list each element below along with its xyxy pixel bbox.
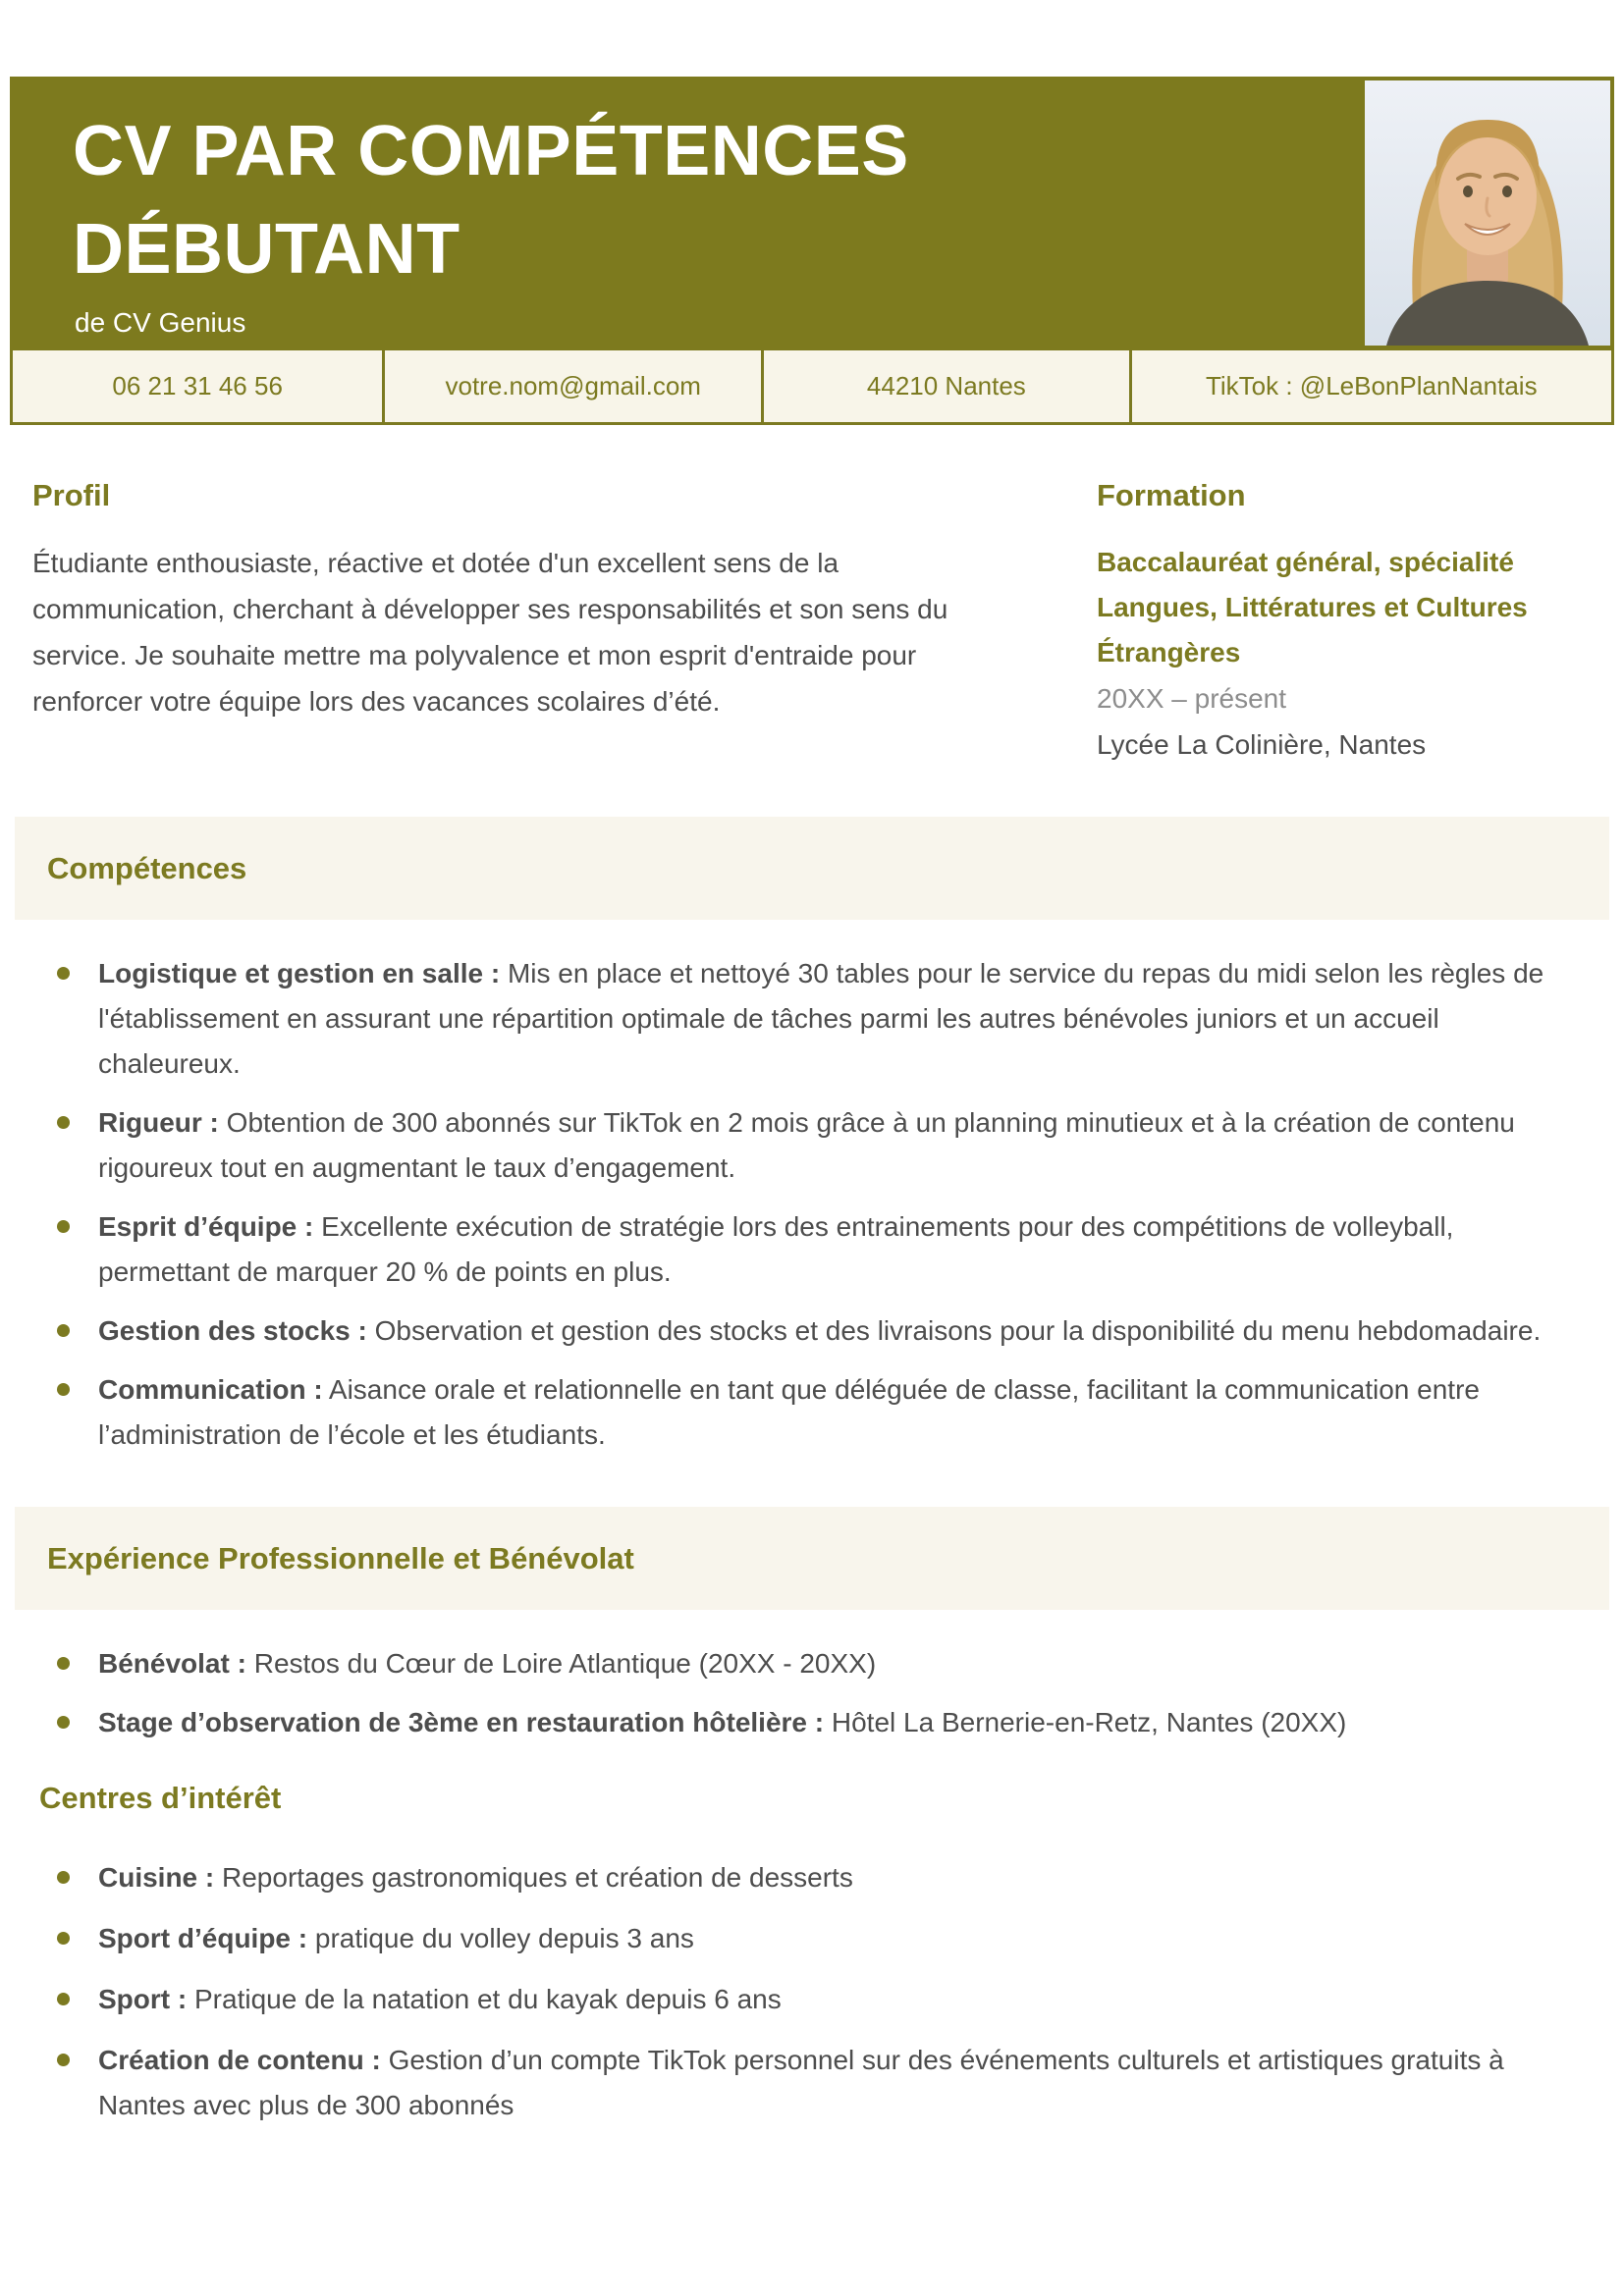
bullet-label: Bénévolat : (98, 1648, 246, 1679)
bullet-text: Excellente exécution de stratégie lors des entrainements pour des compétitions de volleyball, permettant de marquer 20 % de points en plus. (98, 1211, 1454, 1287)
bullet-label: Cuisine : (98, 1862, 215, 1893)
bullet-label: Logistique et gestion en salle : (98, 958, 501, 988)
list-item (10, 1100, 1571, 1191)
competences-heading-band: Compétences (15, 817, 1609, 920)
profile-formation-row (10, 425, 1614, 768)
bullet-text: pratique du volley depuis 3 ans (314, 1923, 694, 1953)
formation-heading: Formation (1097, 478, 1246, 512)
bullet-text: Reportages gastronomiques et création de desserts (222, 1862, 853, 1893)
section-profil (32, 478, 1071, 768)
interests-list (10, 1855, 1614, 2128)
section-formation (1071, 478, 1592, 768)
profile-photo (1365, 80, 1610, 346)
experience-heading-band: Expérience Professionnelle et Bénévolat (15, 1507, 1609, 1610)
bullet-label: Sport d’équipe : (98, 1923, 308, 1953)
bullet-text: Hôtel La Bernerie-en-Retz, Nantes (20XX) (831, 1707, 1347, 1737)
header-banner (10, 77, 1614, 350)
bullet-label: Gestion des stocks : (98, 1315, 367, 1346)
list-item (10, 1977, 1571, 2022)
bullet-label: Sport : (98, 1984, 188, 2014)
bullet-label: Esprit d’équipe : (98, 1211, 314, 1242)
list-item (10, 1308, 1571, 1354)
contact-bar (10, 350, 1614, 425)
bullet-label: Communication : (98, 1374, 323, 1405)
competences-list (10, 951, 1614, 1458)
bullet-text: Observation et gestion des stocks et des livraisons pour la disponibilité du menu hebdomadaire. (374, 1315, 1542, 1346)
bullet-text: Obtention de 300 abonnés sur TikTok en 2 mois grâce à un planning minutieux et à la création de contenu rigoureux tout en augmentant le taux d’engagement. (98, 1107, 1515, 1183)
bullet-text: Gestion d’un compte TikTok personnel sur des événements culturels et artistiques gratuits à Nantes avec plus de 300 abonnés (98, 2045, 1504, 2120)
bullet-label: Rigueur : (98, 1107, 219, 1138)
contact-tiktok: TikTok : @LeBonPlanNantais (1205, 371, 1538, 400)
contact-phone: 06 21 31 46 56 (13, 350, 385, 422)
page-title: CV PAR COMPÉTENCES DÉBUTANT (73, 112, 909, 289)
profile-photo-illustration (1365, 80, 1610, 346)
list-item (10, 1641, 1571, 1686)
profil-text: Étudiante enthousiaste, réactive et dotée d'un excellent sens de la communication, cherchant à développer ses responsabilités et son sens du service. Je souhaite mettre ma polyvalence et mon esprit d'entraide pour renforcer votre équipe lors des vacances scolaires d’été. (32, 548, 948, 717)
experience-list (10, 1641, 1614, 1745)
bullet-text: Pratique de la natation et du kayak depuis 6 ans (194, 1984, 782, 2014)
brand-subtitle: de CV Genius (75, 307, 246, 338)
formation-degree: Baccalauréat général, spécialité Langues, Littératures et Cultures Étrangères (1097, 547, 1528, 667)
formation-school: Lycée La Colinière, Nantes (1097, 729, 1427, 760)
interests-heading: Centres d’intérêt (39, 1781, 282, 1815)
list-item (10, 1204, 1571, 1295)
list-item (10, 2038, 1571, 2128)
contact-email: votre.nom@gmail.com (385, 350, 764, 422)
contact-location: 44210 Nantes (764, 350, 1131, 422)
formation-dates: 20XX – présent (1097, 683, 1287, 714)
bullet-text: Restos du Cœur de Loire Atlantique (20XX - 20XX) (253, 1648, 877, 1679)
profil-heading: Profil (32, 478, 111, 512)
bullet-label: Stage d’observation de 3ème en restauration hôtelière : (98, 1707, 825, 1737)
bullet-text: Mis en place et nettoyé 30 tables pour le service du repas du midi selon les règles de l'établissement en assurant une répartition optimale de tâches parmi les autres bénévoles juniors et un accueil chaleureux. (98, 958, 1544, 1079)
list-item (10, 1367, 1571, 1458)
list-item (10, 1855, 1571, 1900)
list-item (10, 1700, 1571, 1745)
bullet-text: Aisance orale et relationnelle en tant que déléguée de classe, facilitant la communication entre l’administration de l’école et les étudiants. (98, 1374, 1480, 1450)
bullet-label: Création de contenu : (98, 2045, 381, 2075)
list-item (10, 951, 1571, 1087)
list-item (10, 1916, 1571, 1961)
